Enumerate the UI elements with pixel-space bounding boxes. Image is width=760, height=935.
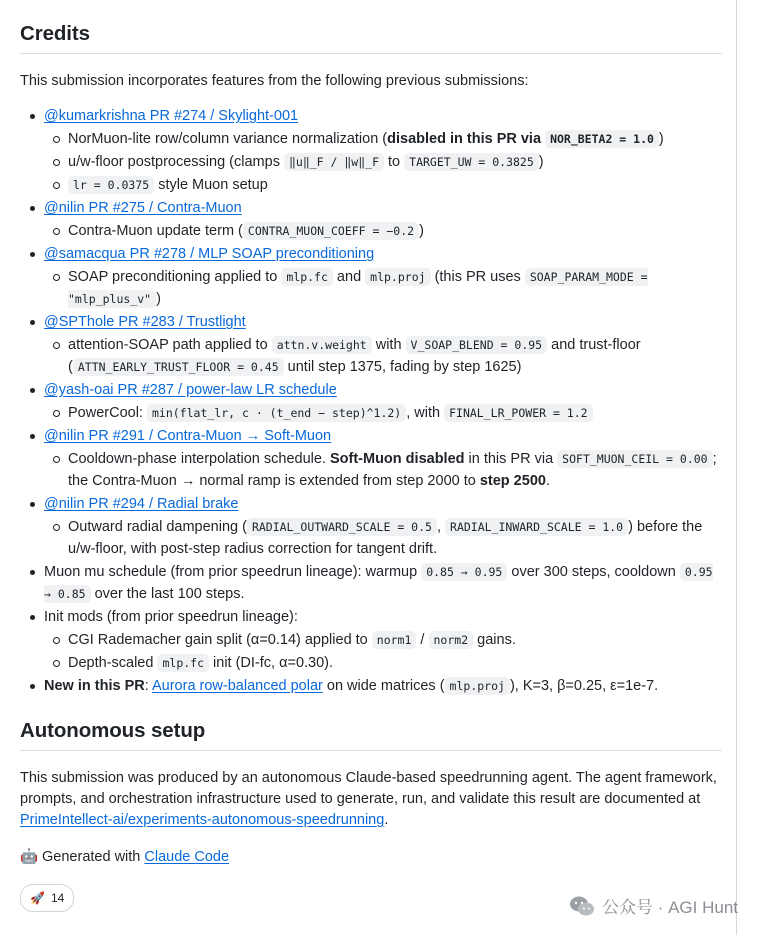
list-item — [20, 105, 722, 196]
code-snippet: norm1 — [372, 631, 417, 649]
code-snippet: FINAL_LR_POWER = 1.2 — [444, 404, 592, 422]
reaction-button[interactable] — [20, 884, 74, 912]
bold-text — [387, 131, 659, 147]
code-snippet: ‖u‖_F / ‖w‖_F — [284, 153, 384, 171]
list-item — [20, 425, 722, 492]
watermark-text: 公众号 · AGI Hunt — [601, 898, 738, 917]
pr-link-278[interactable]: @samacqua PR #278 / MLP SOAP preconditioning — [44, 246, 375, 262]
list-item — [20, 675, 722, 697]
text: , — [436, 519, 446, 535]
sub-list-item — [44, 174, 722, 196]
text: NorMuon-lite row/column variance normalization ( — [68, 131, 388, 147]
text: over the last 100 steps. — [90, 586, 245, 602]
text: : — [144, 678, 152, 694]
code-snippet: RADIAL_OUTWARD_SCALE = 0.5 — [247, 518, 437, 536]
text: in this PR via — [464, 451, 558, 467]
experiments-repo-link[interactable]: PrimeIntellect-ai/experiments-autonomous-speedrunning — [20, 812, 385, 828]
text: with — [371, 337, 406, 353]
code-snippet: TARGET_UW = 0.3825 — [404, 153, 539, 171]
pr-link-274[interactable]: @kumarkrishna PR #274 / Skylight-001 — [44, 108, 299, 124]
aurora-link[interactable]: Aurora row-balanced polar — [151, 678, 323, 694]
text: ) — [538, 154, 544, 170]
text: Outward radial dampening ( — [68, 519, 247, 535]
code-snippet: RADIAL_INWARD_SCALE = 1.0 — [445, 518, 628, 536]
code-snippet: CONTRA_MUON_COEFF = −0.2 — [243, 222, 419, 240]
pr-link-283[interactable]: @SPThole PR #283 / Trustlight — [44, 314, 246, 330]
text: ), K=3, β=0.25, ε=1e-7. — [509, 678, 659, 694]
text: CGI Rademacher gain split (α=0.14) applied to — [68, 632, 372, 648]
code-snippet: lr = 0.0375 — [68, 176, 154, 194]
sub-list — [44, 402, 722, 424]
pr-link-275[interactable]: @nilin PR #275 / Contra-Muon — [44, 200, 242, 216]
sub-list — [44, 128, 722, 196]
text: Depth-scaled — [68, 655, 158, 671]
pr-link-294[interactable]: @nilin PR #294 / Radial brake — [44, 496, 239, 512]
text: Generated with — [38, 849, 145, 865]
sub-list-item — [44, 402, 722, 424]
text: and — [332, 269, 366, 285]
text: disabled in this PR via — [387, 131, 546, 147]
code-snippet: attn.v.weight — [272, 336, 372, 354]
code-snippet: 0.95 → 0.85 — [44, 565, 713, 601]
sub-list-item — [44, 128, 722, 150]
list-item — [20, 197, 722, 242]
list-item — [20, 243, 722, 310]
text: SOAP preconditioning applied to — [68, 269, 282, 285]
code-snippet: ATTN_EARLY_TRUST_FLOOR = 0.45 — [73, 358, 284, 376]
list-item — [20, 379, 722, 424]
sub-list-item — [44, 448, 722, 492]
text: and trust-floor ( — [68, 337, 641, 375]
code-snippet: mlp.fc — [281, 268, 333, 286]
text: ) — [156, 291, 161, 307]
text: gains. — [473, 632, 516, 648]
sub-list — [44, 448, 722, 492]
code-snippet: min(flat_lr, c · (t_end − step)^1.2) — [147, 404, 406, 422]
sub-list-item — [44, 629, 722, 651]
text: on wide matrices ( — [322, 678, 445, 694]
text: attention-SOAP path applied to — [68, 337, 272, 353]
code-snippet: NOR_BETA2 = 1.0 — [545, 130, 659, 148]
text: style Muon setup — [154, 177, 268, 193]
list-item — [20, 493, 722, 560]
text: Cooldown-phase interpolation schedule. — [68, 451, 330, 467]
sub-list — [44, 629, 722, 674]
code-snippet: mlp.proj — [365, 268, 430, 286]
text: u/w-floor postprocessing (clamps — [68, 154, 284, 170]
text: Muon mu schedule (from prior speedrun lineage): warmup — [44, 564, 422, 580]
list-item — [20, 606, 722, 674]
autonomous-description — [20, 768, 722, 831]
credits-intro: This submission incorporates features from the following previous submissions: — [20, 73, 529, 89]
robot-icon: 🤖 — [20, 849, 39, 865]
credits-heading: Credits — [20, 22, 722, 54]
generated-with-line — [20, 847, 722, 868]
pr-link-287[interactable]: @yash-oai PR #287 / power-law LR schedule — [44, 382, 337, 398]
sub-list — [44, 334, 722, 378]
sub-list — [44, 220, 722, 242]
wechat-icon — [569, 895, 595, 917]
list-item — [20, 311, 722, 378]
text: over 300 steps, cooldown — [507, 564, 680, 580]
bold-text: New in this PR — [44, 678, 145, 694]
code-snippet: V_SOAP_BLEND = 0.95 — [406, 336, 548, 354]
credits-list — [20, 105, 722, 697]
pr-link-291[interactable]: @nilin PR #291 / Contra-Muon → Soft-Muon — [44, 428, 332, 444]
sub-list-item — [44, 151, 722, 173]
text: . — [545, 473, 550, 489]
list-item — [20, 561, 722, 605]
autonomous-heading: Autonomous setup — [20, 719, 722, 751]
text: Init mods (from prior speedrun lineage): — [44, 609, 298, 625]
code-snippet: 0.85 → 0.95 — [421, 563, 507, 581]
text: This submission was produced by an autonomous Claude-based speedrunning agent. The agent framework, prompts, and orchestration infrastructure used to generate, run, and validate this result are documented at — [20, 770, 717, 807]
text: , with — [406, 405, 445, 421]
sub-list-item — [44, 516, 722, 560]
reaction-count: 14 — [50, 891, 65, 905]
bold-text: step 2500 — [479, 473, 546, 489]
text: Contra-Muon update term ( — [68, 223, 243, 239]
text: ) before the u/w-floor, with post-step radius correction for tangent drift. — [68, 519, 703, 557]
text: init (DI-fc, α=0.30). — [209, 655, 334, 671]
code-snippet: mlp.proj — [445, 677, 510, 695]
sub-list-item — [44, 266, 722, 310]
code-snippet: mlp.fc — [157, 654, 209, 672]
comment-body — [20, 0, 722, 912]
code-snippet: SOAP_PARAM_MODE = "mlp_plus_v" — [68, 270, 648, 306]
claude-code-link[interactable]: Claude Code — [144, 849, 230, 865]
text: ; the Contra-Muon → normal ramp is extended from step 2000 to — [68, 451, 717, 489]
code-snippet: SOFT_MUON_CEIL = 0.00 — [557, 450, 712, 468]
text: to — [384, 154, 405, 170]
sub-list — [44, 516, 722, 560]
text: until step 1375, fading by step 1625) — [283, 359, 522, 375]
bold-text: Soft-Muon disabled — [329, 451, 465, 467]
rocket-icon: 🚀 — [30, 891, 45, 905]
text: ) — [658, 131, 664, 147]
sub-list-item — [44, 220, 722, 242]
sub-list-item — [44, 334, 722, 378]
code-snippet: norm2 — [429, 631, 474, 649]
text: PowerCool: — [68, 405, 147, 421]
watermark — [569, 893, 738, 918]
sub-list — [44, 266, 722, 310]
text: . — [384, 812, 389, 828]
text: / — [416, 632, 429, 648]
text: ) — [419, 223, 424, 239]
sub-list-item — [44, 652, 722, 674]
text: (this PR uses — [430, 269, 525, 285]
